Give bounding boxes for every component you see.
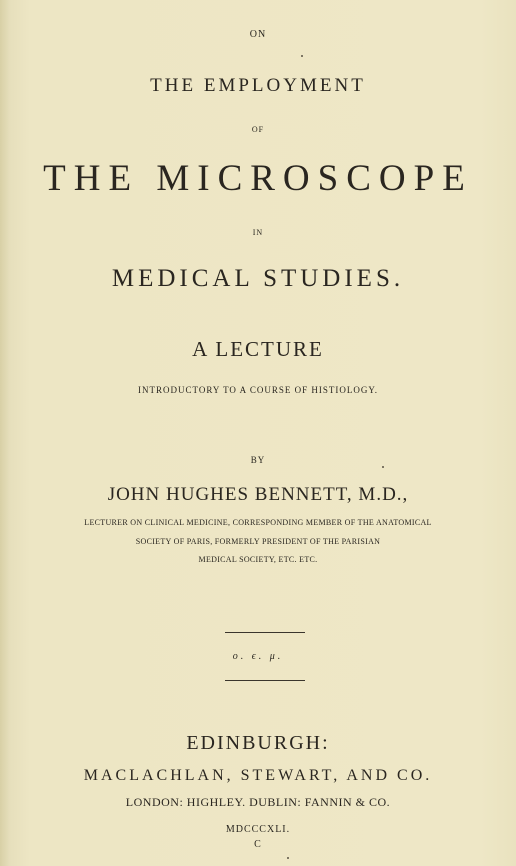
word-by: BY (250, 455, 266, 465)
title-line-microscope: THE MICROSCOPE (43, 158, 473, 199)
author-credentials-line-3: MEDICAL SOCIETY, ETC. ETC. (198, 555, 318, 564)
word-in: IN (252, 228, 264, 237)
imprint-publisher: MACLACHLAN, STEWART, AND CO. (83, 767, 433, 784)
word-of: OF (251, 125, 265, 134)
word-on: ON (249, 29, 267, 40)
subtitle-lecture: A LECTURE (192, 337, 324, 361)
greek-motto: ο. ϵ. μ. (232, 651, 284, 662)
imprint-date: MDCCCXLI. (225, 824, 291, 835)
title-line-employment: THE EMPLOYMENT (150, 75, 366, 96)
signature-mark: C (254, 839, 262, 850)
author-name: JOHN HUGHES BENNETT, M.D., (107, 484, 409, 505)
author-credentials-line-2: SOCIETY OF PARIS, FORMERLY PRESIDENT OF THE PARISIAN (135, 537, 381, 546)
divider-rule-bottom (225, 680, 305, 681)
ink-speck (287, 857, 289, 859)
divider-rule-top (225, 632, 305, 633)
ink-speck (382, 466, 384, 468)
title-line-medical-studies: MEDICAL STUDIES. (111, 265, 405, 292)
author-credentials-line-1: LECTURER ON CLINICAL MEDICINE, CORRESPONDING MEMBER OF THE ANATOMICAL (84, 518, 432, 527)
imprint-distributors: LONDON: HIGHLEY. DUBLIN: FANNIN & CO. (125, 795, 391, 809)
imprint-city: EDINBURGH: (186, 732, 330, 754)
ink-speck (301, 55, 303, 57)
subtitle-introductory: INTRODUCTORY TO A COURSE OF HISTIOLOGY. (137, 385, 379, 395)
